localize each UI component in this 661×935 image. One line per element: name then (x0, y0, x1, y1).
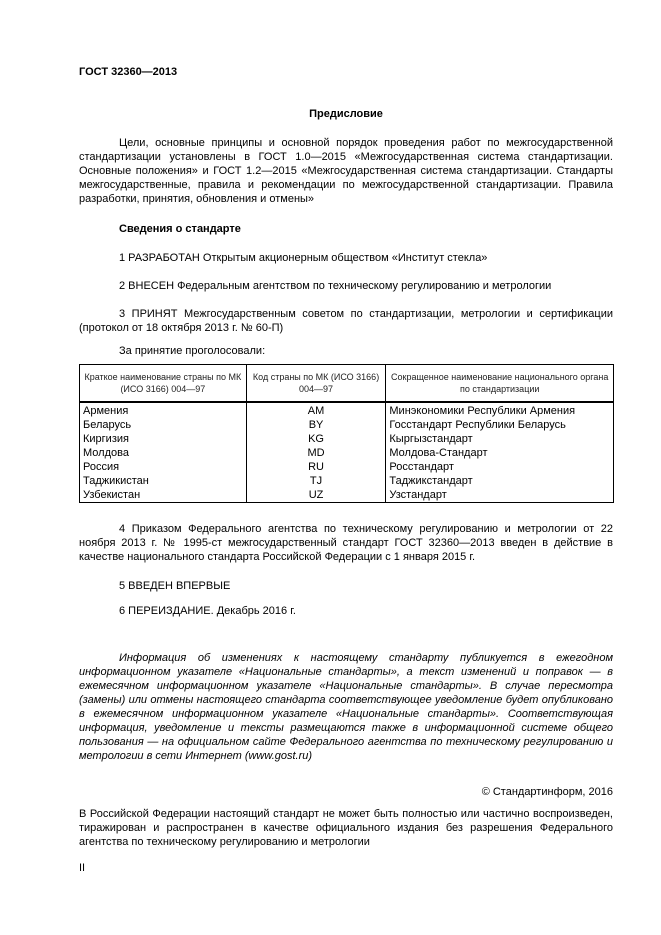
voting-table (79, 364, 614, 503)
country-name: Узбекистан (80, 488, 247, 503)
section-heading-foreword: Предисловие (309, 108, 383, 120)
voting-intro: За принятие проголосовали: (119, 345, 266, 357)
table-row (80, 432, 614, 446)
country-name: Молдова (80, 446, 247, 460)
national-body: Кыргызстандарт (386, 432, 614, 446)
country-name: Армения (80, 402, 247, 418)
table-header-row (80, 365, 614, 403)
item-submitted: 2 ВНЕСЕН Федеральным агентством по техническому регулированию и метрологии (119, 280, 552, 292)
legal-notice: В Российской Федерации настоящий стандарт не может быть полностью или частично воспроизведен, тиражирован и распространен в качестве официального издания без разрешения Федерального агентства по техническому регулированию и метрологии (79, 808, 613, 848)
item-reissue: 6 ПЕРЕИЗДАНИЕ. Декабрь 2016 г. (119, 605, 296, 617)
national-body: Таджикстандарт (386, 474, 614, 488)
header-country-name: Краткое наименование страны по МК (ИСО 3166) 004—97 (80, 365, 247, 403)
table-row (80, 418, 614, 432)
country-code: MD (246, 446, 386, 460)
country-code: KG (246, 432, 386, 446)
header-national-body: Сокращенное наименование национального органа по стандартизации (386, 365, 614, 403)
country-name: Таджикистан (80, 474, 247, 488)
country-name: Киргизия (80, 432, 247, 446)
document-header: ГОСТ 32360—2013 (79, 66, 178, 78)
country-code: TJ (246, 474, 386, 488)
country-code: BY (246, 418, 386, 432)
table-row (80, 460, 614, 474)
table-row (80, 402, 614, 418)
country-code: RU (246, 460, 386, 474)
country-code: UZ (246, 488, 386, 503)
item-introduced: 5 ВВЕДЕН ВПЕРВЫЕ (119, 580, 231, 592)
page-number: II (79, 862, 86, 874)
header-country-code: Код страны по МК (ИСО 3166) 004—97 (246, 365, 386, 403)
national-body: Минэкономики Республики Армения (386, 402, 614, 418)
national-body: Узстандарт (386, 488, 614, 503)
country-name: Беларусь (80, 418, 247, 432)
changes-info-note: Информация об изменениях к настоящему стандарту публикуется в ежегодном информационном указателе «Национальные стандарты», а текст изменений и поправок — в ежемесячном информационном указателе «Национальные стандарты». В случае пересмотра (замены) или отмены настоящего стандарта соответствующее уведомление будет опубликовано в ежемесячном информационном указателе «Национальные стандарты». Соответствующая информация, уведомление и тексты размещаются также в информационной системе общего пользования — на официальном сайте Федерального агентства по техническому регулированию и метрологии в сети Интернет (www.gost.ru) (79, 652, 613, 762)
national-body: Молдова-Стандарт (386, 446, 614, 460)
item-order: 4 Приказом Федерального агентства по техническому регулированию и метрологии от 22 ноября 2013 г. № 1995-ст межгосударственный стандарт ГОСТ 32360—2013 введен в действие в качестве национального стандарта Российской Федерации с 1 января 2015 г. (79, 523, 613, 563)
national-body: Госстандарт Республики Беларусь (386, 418, 614, 432)
intro-paragraph: Цели, основные принципы и основной порядок проведения работ по межгосударственной стандартизации установлены в ГОСТ 1.0—2015 «Межгосударственная система стандартизации. Основные положения» и ГОСТ 1.2—2015 «Межгосударственная система стандартизации. Стандарты межгосударственные, правила и рекомендации по межгосударственной стандартизации. Правила разработки, принятия, обновления и отмены» (79, 137, 613, 205)
item-developed: 1 РАЗРАБОТАН Открытым акционерным обществом «Институт стекла» (119, 252, 488, 264)
copyright-line: © Стандартинформ, 2016 (481, 786, 613, 798)
country-code: AM (246, 402, 386, 418)
table-row (80, 446, 614, 460)
country-name: Россия (80, 460, 247, 474)
item-adopted: 3 ПРИНЯТ Межгосударственным советом по стандартизации, метрологии и сертификации (протокол от 18 октября 2013 г. № 60-П) (79, 308, 613, 334)
table-row (80, 474, 614, 488)
standard-info-heading: Сведения о стандарте (119, 223, 241, 235)
national-body: Росстандарт (386, 460, 614, 474)
table-row (80, 488, 614, 503)
